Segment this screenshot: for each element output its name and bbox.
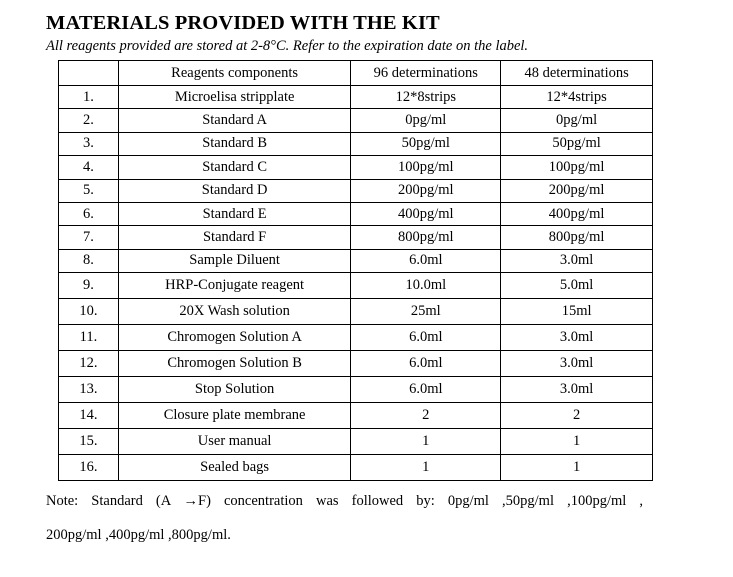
reagent-name: Sealed bags [118,455,351,481]
reagent-name: Chromogen Solution A [118,325,351,351]
header-reagents-components: Reagents components [118,61,351,86]
table-row [59,86,653,109]
reagent-name: 20X Wash solution [118,299,351,325]
table-row [59,377,653,403]
row-number: 1. [59,86,119,109]
table-row [59,429,653,455]
amount-48: 15ml [501,299,653,325]
amount-48: 3.0ml [501,377,653,403]
note-line-2: 200pg/ml ,400pg/ml ,800pg/ml. [46,527,231,543]
amount-48: 800pg/ml [501,226,653,249]
table-row [59,226,653,249]
amount-96: 6.0ml [351,325,501,351]
amount-48: 400pg/ml [501,202,653,225]
table-row [59,132,653,155]
header-48-determinations: 48 determinations [501,61,653,86]
row-number: 2. [59,109,119,132]
amount-96: 800pg/ml [351,226,501,249]
amount-96: 6.0ml [351,351,501,377]
amount-96: 1 [351,455,501,481]
row-number: 3. [59,132,119,155]
row-number: 16. [59,455,119,481]
reagent-name: Sample Diluent [118,249,351,272]
amount-48: 3.0ml [501,249,653,272]
table-row [59,109,653,132]
document-title: MATERIALS PROVIDED WITH THE KIT [46,12,440,34]
amount-96: 100pg/ml [351,156,501,179]
reagent-name: Standard A [118,109,351,132]
row-number: 11. [59,325,119,351]
header-96-determinations: 96 determinations [351,61,501,86]
amount-96: 6.0ml [351,249,501,272]
amount-96: 400pg/ml [351,202,501,225]
table-row [59,156,653,179]
amount-48: 1 [501,429,653,455]
reagent-name: User manual [118,429,351,455]
table-row [59,455,653,481]
row-number: 9. [59,273,119,299]
document-subtitle: All reagents provided are stored at 2-8°C. Refer to the expiration date on the label. [46,38,529,54]
reagent-name: Standard E [118,202,351,225]
table-row [59,351,653,377]
reagent-name: Standard C [118,156,351,179]
note-line-1: Note: Standard (A →F) concentration was followed by: 0pg/ml ,50pg/ml ,100pg/ml , [46,493,643,509]
reagent-name: Standard D [118,179,351,202]
amount-96: 50pg/ml [351,132,501,155]
table-row [59,273,653,299]
table-row [59,179,653,202]
amount-96: 2 [351,403,501,429]
row-number: 13. [59,377,119,403]
reagent-name: HRP-Conjugate reagent [118,273,351,299]
amount-48: 3.0ml [501,325,653,351]
reagent-name: Stop Solution [118,377,351,403]
row-number: 8. [59,249,119,272]
row-number: 4. [59,156,119,179]
table-row [59,403,653,429]
amount-96: 1 [351,429,501,455]
table-row [59,325,653,351]
row-number: 14. [59,403,119,429]
amount-96: 25ml [351,299,501,325]
amount-48: 1 [501,455,653,481]
amount-48: 5.0ml [501,273,653,299]
table-header-row [59,61,653,86]
header-number [59,61,119,86]
amount-96: 0pg/ml [351,109,501,132]
amount-96: 12*8strips [351,86,501,109]
row-number: 15. [59,429,119,455]
row-number: 12. [59,351,119,377]
amount-96: 6.0ml [351,377,501,403]
table-body [59,86,653,481]
row-number: 6. [59,202,119,225]
reagent-name: Microelisa stripplate [118,86,351,109]
reagent-name: Standard B [118,132,351,155]
amount-48: 50pg/ml [501,132,653,155]
amount-48: 3.0ml [501,351,653,377]
reagent-name: Chromogen Solution B [118,351,351,377]
amount-48: 200pg/ml [501,179,653,202]
table-row [59,202,653,225]
amount-48: 0pg/ml [501,109,653,132]
row-number: 5. [59,179,119,202]
reagents-table [58,60,653,481]
reagent-name: Closure plate membrane [118,403,351,429]
row-number: 10. [59,299,119,325]
amount-48: 2 [501,403,653,429]
table-row [59,299,653,325]
amount-48: 100pg/ml [501,156,653,179]
amount-96: 10.0ml [351,273,501,299]
amount-96: 200pg/ml [351,179,501,202]
reagent-name: Standard F [118,226,351,249]
amount-48: 12*4strips [501,86,653,109]
row-number: 7. [59,226,119,249]
table-row [59,249,653,272]
